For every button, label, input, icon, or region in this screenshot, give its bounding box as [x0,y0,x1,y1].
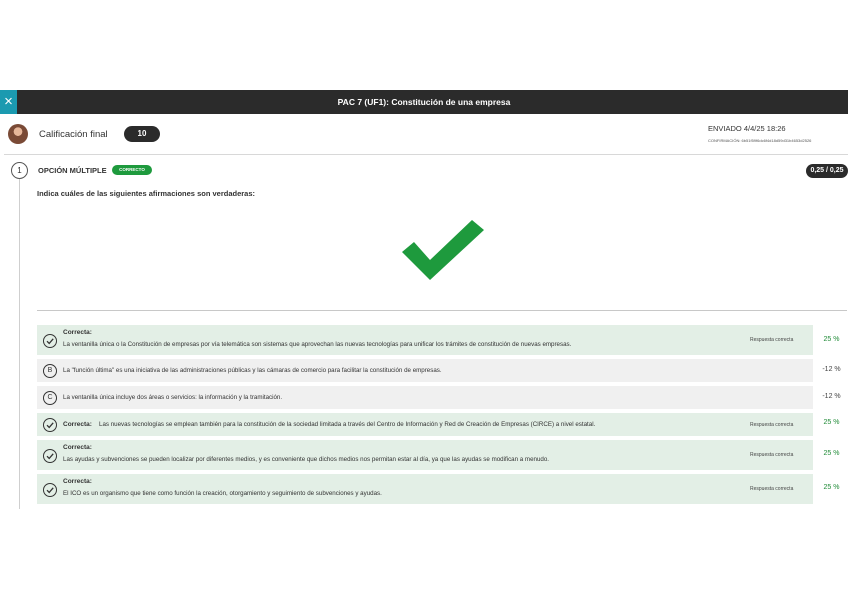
answer-percent: 25 % [823,336,840,343]
check-circle-icon [43,483,57,497]
check-circle-icon [43,418,57,432]
question-score: 0,25 / 0,25 [806,164,848,178]
answer-text: La ventanilla única o la Constitución de empresas por vía telemática son sistemas que aprovechan las nuevas tecnologías para unificar los trámites de constitución de nuevas empresas. [63,341,572,348]
answer-percent: 25 % [823,419,840,426]
answer-status: Respuesta correcta [750,337,794,343]
answer-status: Respuesta correcta [750,422,794,428]
question-number: 1 [11,162,28,179]
answer-title: Correcta: [63,329,92,336]
final-grade-badge: 10 [124,126,160,142]
answer-text: El ICO es un organismo que tiene como función la creación, otorgamiento y seguimiento de subvenciones y ayudas. [63,490,382,497]
final-grade-label: Calificación final [39,129,108,140]
answer-title: Correcta: [63,444,92,451]
answer-status: Respuesta correcta [750,452,794,458]
check-circle-icon [43,449,57,463]
answer-row [37,325,813,355]
divider [37,310,847,311]
answer-percent: 25 % [823,450,840,457]
confirmation-code: CONFIRMACIÓN: 6b51f59f6dc6f4d18d59d31b4653d2526 [708,138,812,143]
separator [4,154,848,155]
answer-row [37,386,813,409]
answer-status: Respuesta correcta [750,486,794,492]
big-checkmark-icon [398,216,486,282]
status-badge: CORRECTO [112,165,152,175]
question-text: Indica cuáles de las siguientes afirmaciones son verdaderas: [37,189,256,198]
top-bar [0,90,848,114]
answer-text: La ventanilla única incluye dos áreas o servicios: la información y la tramitación. [63,394,283,401]
letter-b-circle-icon: B [43,364,57,378]
answer-percent: -12 % [822,366,841,373]
sent-timestamp: ENVIADO 4/4/25 18:26 [708,124,786,133]
question-rail [19,179,20,509]
answer-text: Las ayudas y subvenciones se pueden localizar por diferentes medios, y es conveniente que dichos medios nos permitan estar al día, ya que las ayudas se modifican a menudo. [63,456,550,463]
answer-row [37,474,813,504]
answer-row [37,413,813,436]
close-icon[interactable]: × [4,93,13,110]
answer-percent: 25 % [823,484,840,491]
letter-c-circle-icon: C [43,391,57,405]
page-title: PAC 7 (UF1): Constitución de una empresa [337,97,511,107]
answer-text: Las nuevas tecnologías se emplean también para la constitución de la sociedad limitada a través del Centro de Información y Red de Creación de Empresas (CIRCE) a nivel estatal. [99,421,596,428]
answer-title: Correcta: [63,478,92,485]
question-type: OPCIÓN MÚLTIPLE [38,166,107,175]
answer-text: La "función última" es una iniciativa de las administraciones públicas y las cámaras de comercio para facilitar la constitución de empresas. [63,367,442,374]
answer-row [37,359,813,382]
answer-row [37,440,813,470]
check-circle-icon [43,334,57,348]
answer-percent: -12 % [822,393,841,400]
avatar [8,124,28,144]
answer-title: Correcta: [63,421,92,428]
